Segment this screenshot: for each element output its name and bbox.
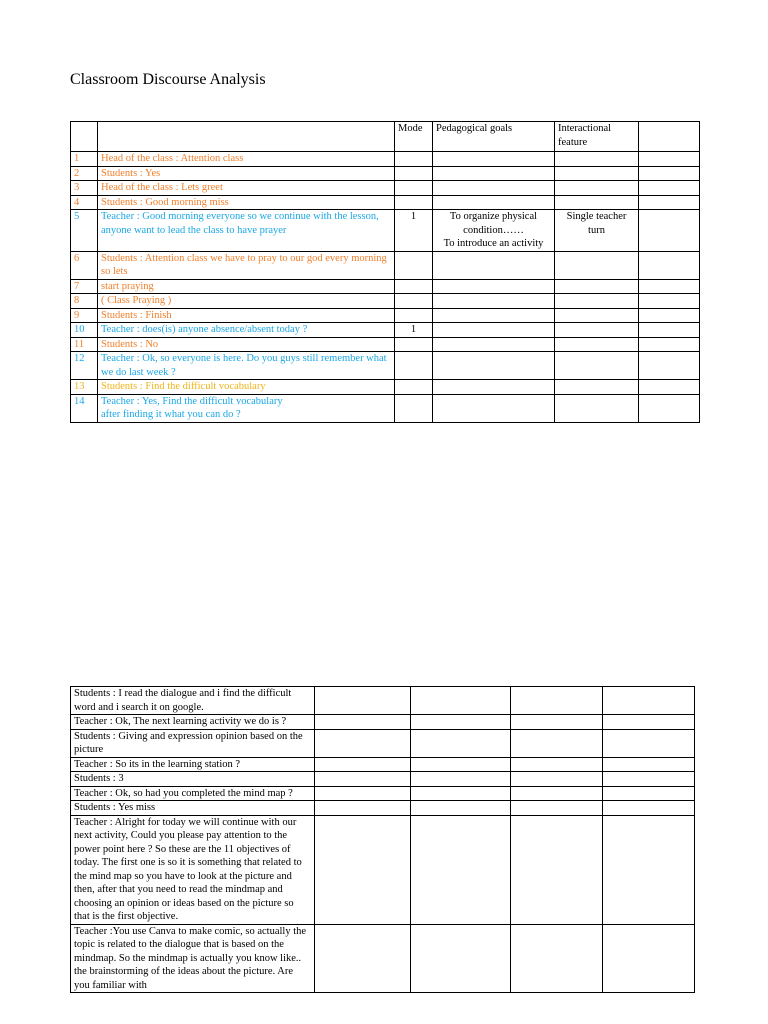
empty-cell xyxy=(315,757,411,772)
empty-cell xyxy=(639,294,700,309)
empty-cell xyxy=(639,352,700,380)
row-number-cell: 8 xyxy=(71,294,98,309)
table-row xyxy=(71,687,695,715)
empty-cell xyxy=(639,251,700,279)
pedagogical-goals-cell xyxy=(433,279,555,294)
mode-cell xyxy=(395,181,433,196)
empty-cell xyxy=(603,815,695,924)
row-number-cell: 6 xyxy=(71,251,98,279)
table-row xyxy=(71,729,695,757)
pedagogical-goals-cell xyxy=(433,308,555,323)
dialogue-cell: Teacher : Ok, so had you completed the mind map ? xyxy=(71,786,315,801)
empty-cell xyxy=(639,181,700,196)
utterance-cell: Students : Find the difficult vocabulary xyxy=(98,380,395,395)
empty-cell xyxy=(315,924,411,993)
empty-cell xyxy=(511,729,603,757)
interactional-feature-cell xyxy=(555,279,639,294)
empty-cell xyxy=(603,924,695,993)
empty-cell xyxy=(639,380,700,395)
pedagogical-goals-cell xyxy=(433,394,555,422)
utterance-cell: ( Class Praying ) xyxy=(98,294,395,309)
table-row xyxy=(71,337,700,352)
utterance-cell: Teacher : Yes, Find the difficult vocabulary after finding it what you can do ? xyxy=(98,394,395,422)
empty-cell xyxy=(603,757,695,772)
header-mode: Mode xyxy=(395,122,433,152)
table-row xyxy=(71,801,695,816)
table-row xyxy=(71,152,700,167)
mode-cell xyxy=(395,152,433,167)
row-number-cell: 3 xyxy=(71,181,98,196)
empty-cell xyxy=(315,687,411,715)
empty-cell xyxy=(411,687,511,715)
utterance-cell: Students : Yes xyxy=(98,166,395,181)
empty-cell xyxy=(511,815,603,924)
row-number-cell: 7 xyxy=(71,279,98,294)
dialogue-cell: Teacher : So its in the learning station ? xyxy=(71,757,315,772)
table-row xyxy=(71,924,695,993)
empty-cell xyxy=(639,394,700,422)
table-row xyxy=(71,195,700,210)
utterance-cell: Teacher : Good morning everyone so we continue with the lesson, anyone want to lead the class to have prayer xyxy=(98,210,395,252)
pedagogical-goals-cell xyxy=(433,251,555,279)
dialogue-cell: Teacher : Alright for today we will continue with our next activity, Could you please pay attention to the power point here ? So these are the 11 objectives of today. The first one is so it is something that related to the mind map so you have to look at the picture and then, after that you need to read the mindmap and choosing an opinion or ideas based on the picture so that is the first objective. xyxy=(71,815,315,924)
table-row xyxy=(71,308,700,323)
row-number-cell: 13 xyxy=(71,380,98,395)
pedagogical-goals-cell xyxy=(433,152,555,167)
row-number-cell: 4 xyxy=(71,195,98,210)
empty-cell xyxy=(639,323,700,338)
mode-cell xyxy=(395,394,433,422)
interactional-feature-cell xyxy=(555,251,639,279)
table-row xyxy=(71,294,700,309)
mode-cell xyxy=(395,166,433,181)
interactional-feature-cell xyxy=(555,294,639,309)
utterance-cell: Students : No xyxy=(98,337,395,352)
utterance-cell: Students : Attention class we have to pray to our god every morning so lets xyxy=(98,251,395,279)
pedagogical-goals-cell xyxy=(433,181,555,196)
table-row xyxy=(71,786,695,801)
empty-cell xyxy=(411,924,511,993)
row-number-cell: 11 xyxy=(71,337,98,352)
mode-cell xyxy=(395,195,433,210)
table-row xyxy=(71,251,700,279)
empty-cell xyxy=(315,729,411,757)
table-row xyxy=(71,210,700,252)
table-header-row xyxy=(71,122,700,152)
discourse-analysis-table xyxy=(70,121,700,423)
row-number-cell: 12 xyxy=(71,352,98,380)
interactional-feature-cell xyxy=(555,308,639,323)
dialogue-cell: Students : 3 xyxy=(71,772,315,787)
table-row xyxy=(71,772,695,787)
interactional-feature-cell: Single teacher turn xyxy=(555,210,639,252)
mode-cell: 1 xyxy=(395,323,433,338)
row-number-cell: 1 xyxy=(71,152,98,167)
mode-cell xyxy=(395,279,433,294)
pedagogical-goals-cell: To organize physical condition…… To introduce an activity xyxy=(433,210,555,252)
row-number-cell: 9 xyxy=(71,308,98,323)
pedagogical-goals-cell xyxy=(433,195,555,210)
table-row xyxy=(71,380,700,395)
mode-cell xyxy=(395,294,433,309)
header-cell xyxy=(98,122,395,152)
table-row xyxy=(71,352,700,380)
row-number-cell: 5 xyxy=(71,210,98,252)
table-row xyxy=(71,757,695,772)
empty-cell xyxy=(603,801,695,816)
interactional-feature-cell xyxy=(555,352,639,380)
interactional-feature-cell xyxy=(555,323,639,338)
table-row xyxy=(71,715,695,730)
utterance-cell: Students : Good morning miss xyxy=(98,195,395,210)
mode-cell xyxy=(395,352,433,380)
empty-cell xyxy=(639,195,700,210)
empty-cell xyxy=(603,715,695,730)
empty-cell xyxy=(511,924,603,993)
interactional-feature-cell xyxy=(555,152,639,167)
utterance-cell: Head of the class : Lets greet xyxy=(98,181,395,196)
table-row xyxy=(71,279,700,294)
dialogue-cell: Students : I read the dialogue and i find the difficult word and i search it on google. xyxy=(71,687,315,715)
header-interactional-feature: Interactional feature xyxy=(555,122,639,152)
empty-cell xyxy=(411,715,511,730)
table-row xyxy=(71,181,700,196)
row-number-cell: 14 xyxy=(71,394,98,422)
empty-cell xyxy=(411,786,511,801)
row-number-cell: 10 xyxy=(71,323,98,338)
empty-cell xyxy=(511,801,603,816)
header-cell xyxy=(639,122,700,152)
mode-cell: 1 xyxy=(395,210,433,252)
empty-cell xyxy=(411,729,511,757)
utterance-cell: Teacher : does(is) anyone absence/absent today ? xyxy=(98,323,395,338)
empty-cell xyxy=(511,687,603,715)
mode-cell xyxy=(395,337,433,352)
empty-cell xyxy=(603,786,695,801)
utterance-cell: Students : Finish xyxy=(98,308,395,323)
empty-cell xyxy=(511,715,603,730)
empty-cell xyxy=(315,715,411,730)
dialogue-cell: Teacher : Ok, The next learning activity we do is ? xyxy=(71,715,315,730)
empty-cell xyxy=(315,786,411,801)
header-cell xyxy=(71,122,98,152)
empty-cell xyxy=(603,729,695,757)
mode-cell xyxy=(395,251,433,279)
utterance-cell: Teacher : Ok, so everyone is here. Do you guys still remember what we do last week ? xyxy=(98,352,395,380)
empty-cell xyxy=(315,801,411,816)
utterance-cell: Head of the class : Attention class xyxy=(98,152,395,167)
dialogue-cell: Students : Giving and expression opinion based on the picture xyxy=(71,729,315,757)
interactional-feature-cell xyxy=(555,380,639,395)
empty-cell xyxy=(639,166,700,181)
empty-cell xyxy=(411,772,511,787)
interactional-feature-cell xyxy=(555,181,639,196)
row-number-cell: 2 xyxy=(71,166,98,181)
interactional-feature-cell xyxy=(555,166,639,181)
empty-cell xyxy=(411,757,511,772)
empty-cell xyxy=(511,786,603,801)
interactional-feature-cell xyxy=(555,337,639,352)
empty-cell xyxy=(603,772,695,787)
table-row xyxy=(71,394,700,422)
empty-cell xyxy=(315,815,411,924)
empty-cell xyxy=(639,279,700,294)
table-row xyxy=(71,323,700,338)
pedagogical-goals-cell xyxy=(433,294,555,309)
dialogue-table xyxy=(70,686,695,993)
dialogue-cell: Teacher :You use Canva to make comic, so actually the topic is related to the dialogue that is based on the mindmap. So the mindmap is actually you know like.. the brainstorming of the ideas about the picture. Are you familiar with xyxy=(71,924,315,993)
pedagogical-goals-cell xyxy=(433,337,555,352)
pedagogical-goals-cell xyxy=(433,380,555,395)
empty-cell xyxy=(411,801,511,816)
pedagogical-goals-cell xyxy=(433,323,555,338)
dialogue-cell: Students : Yes miss xyxy=(71,801,315,816)
pedagogical-goals-cell xyxy=(433,352,555,380)
empty-cell xyxy=(315,772,411,787)
pedagogical-goals-cell xyxy=(433,166,555,181)
table-row xyxy=(71,815,695,924)
header-pedagogical-goals: Pedagogical goals xyxy=(433,122,555,152)
empty-cell xyxy=(603,687,695,715)
interactional-feature-cell xyxy=(555,195,639,210)
empty-cell xyxy=(639,337,700,352)
empty-cell xyxy=(639,308,700,323)
empty-cell xyxy=(639,210,700,252)
empty-cell xyxy=(639,152,700,167)
table-row xyxy=(71,166,700,181)
empty-cell xyxy=(511,757,603,772)
utterance-cell: start praying xyxy=(98,279,395,294)
mode-cell xyxy=(395,380,433,395)
document-title: Classroom Discourse Analysis xyxy=(70,71,266,88)
empty-cell xyxy=(511,772,603,787)
empty-cell xyxy=(411,815,511,924)
interactional-feature-cell xyxy=(555,394,639,422)
mode-cell xyxy=(395,308,433,323)
